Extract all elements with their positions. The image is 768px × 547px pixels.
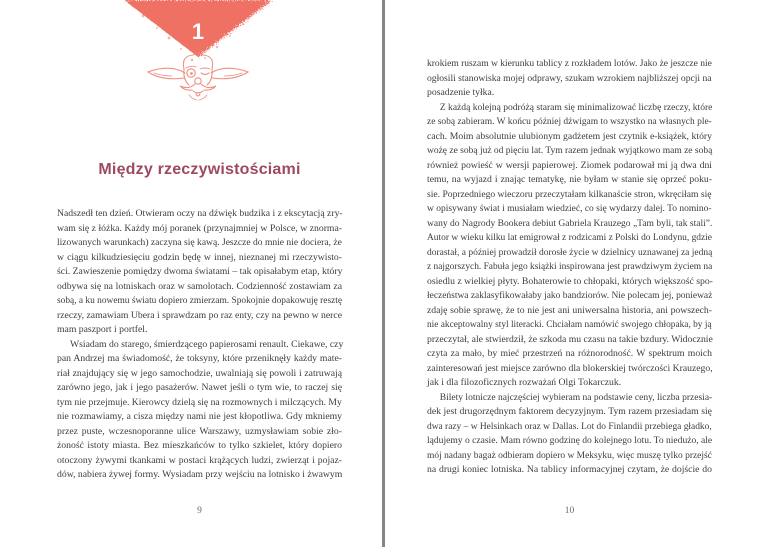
text-line: łeczeństwa zaklasyfikowałaby jako bandziorów. Nie polecam jej, ponieważ [427,290,713,301]
text-line: Z każdą kolejną podróżą staram się minimalizować liczbę rzeczy, które [439,101,713,113]
text-line: przeczytał, ale stwierdził, że szkoda mu czasu na takie bzdury. Widocznie [427,333,713,345]
text-line: na drugi koniec lotniska. Na tablicy informacyjnej czytam, że dojście do [427,464,712,475]
page-right [385,0,768,547]
text-line: przez puste, wczesnoporanne ulice Warszawy, uzmysławiam sobie zło- [57,425,342,437]
text-line: ogłosili stanowiska mojej odprawy, szukam wzrokiem najbliższej opcji na [427,72,712,84]
text-line: temu, na wyjazd i znając tematykę, nie byłam w stanie się oprzeć poku- [427,174,712,185]
text-line: również powieść w wersji papierowej. Ziomek podarował mi ją dwa dni [427,159,712,171]
text-line: Bilety lotnicze najczęściej wybieram na podstawie ceny, liczba przesia- [439,391,713,403]
text-line: lizowanych warunkach) zaczyna się kawą. Jeszcze do mnie nie dociera, że [57,237,342,248]
text-line: dek jest drugorzędnym faktorem decyzyjnym. Tym razem przesiadam się [427,406,712,417]
text-line: sobą, a ku nowemu światu dopiero zmierzam. Spokojnie dopakowuję resztę [57,295,343,306]
paragraph [427,101,712,391]
text-line: czyta za mało, by mieć przestrzeń na różnorodność. W spektrum moich [427,348,712,359]
text-line: tym nie przejmuje. Kierowcy dzielą się na rozmownych i milczących. My [57,396,342,408]
text-line: mam paszport i portfel. [57,324,148,335]
paragraph [427,57,712,101]
text-line: odbywa się na lotniskach oraz w samolotach. Codzienność zostawiam za [57,280,342,292]
text-line: w opisywany świat i musiałam wiedzieć, co się wydarzy dalej. To nomino- [427,203,712,214]
text-line: nie rozmawiamy, a cisza między nami nie jest kłopotliwa. Gdy mkniemy [57,411,342,422]
text-line: osiedlu z wielkiej płyty. Bohaterowie to chłopaki, których większość spo- [427,275,713,287]
paragraph [427,391,712,478]
chapter-number: 1 [191,19,205,44]
text-line: nie akceptowalny styl literacki. Chciałam namówić swojego chłopaka, by ją [427,319,712,330]
text-line: rzeczy, zamawiam Ubera i sprawdzam po raz enty, czy na pewno w nerce [57,309,342,321]
text-line: ści. Zawieszenie pomiędzy dwoma światami – tak opisałabym etap, który [57,266,343,277]
page-left [0,0,382,547]
text-line: z najgorszych. Fabuła jego książki inspirowana jest prawdziwym życiem na [427,261,713,272]
text-line: lądujemy o czasie. Mam równo godzinę do kolejnego lotu. To niedużo, ale [427,435,713,446]
page-number-right: 10 [564,506,575,516]
text-line: Autor w wieku kilku lat emigrował z rodzicami z Polski do Londynu, gdzie [427,232,712,243]
text-line: posadzenie tyłka. [427,87,495,98]
text-line: krokiem ruszam w kierunku tablicy z rozkładem lotów. Jako że jeszcze nie [427,58,712,69]
text-line: jak i dla filozoficznych rozważań Olgi Tokarczuk. [427,377,622,388]
text-line: pan Andrzej ma świadomość, że toksyny, które przeniknęły każdy mate- [57,353,342,364]
text-line: dwa razy – w Helsinkach oraz w Dallas. Lot do Finlandii przebiega gładko, [427,420,712,432]
text-line: sie. Poprzedniego wieczoru przeczytałam kilkanaście stron, wkręciłam się [427,188,712,200]
text-line: w ciągu kilkudziesięciu godzin będę w innej, nieznanej mi rzeczywisto- [57,251,342,263]
text-line: riał znajdujący się w jego samochodzie, uwalniają się powoli i zatruwają [57,367,342,379]
text-line: żoność istoty miasta. Bez mieszkańców to tylko szkielet, który dopiero [57,440,342,451]
text-line: wożę ze sobą już od pięciu lat. Tym razem jednak wyjątkowo mam ze sobą [427,145,713,156]
text-line: Nadszedł ten dzień. Otwieram oczy na dźwięk budzika i z ekscytacją zry- [57,208,343,219]
text-line: wany do Nagrody Bookera debiut Gabriela Krauzego „Tam byli, tak stali”. [427,217,713,229]
right-page-text [427,57,712,478]
text-line: mój nadany bagaż odbieram dopiero w Meksyku, więc muszę tylko przejść [427,449,712,461]
text-line: ze sobą zabieram. W końcu później dźwigam to wszystko na własnych ple- [427,116,712,127]
chapter-ornament-graphic [113,0,283,112]
chapter-title: Między rzeczywistościami [98,161,301,178]
text-line: wam się z łóżka. Każdy mój poranek (przynajmniej w Polsce, w znorma- [57,222,342,234]
winking-face-icon [148,54,248,101]
left-page-text [57,207,342,483]
text-line: otoczony żywymi tkankami w postaci krążących ludzi, zwierząt i pojaz- [57,454,342,466]
text-line: dorastał, a później prowadził dorosłe życie w dzielnicy uznawanej za jedną [427,246,713,258]
page-number-left: 9 [197,506,202,516]
chapter-ornament [113,0,283,112]
text-line: zarówno jego, jak i jego pasażerów. Nawet jeśli o tym wie, to raczej się [57,382,342,393]
text-line: dów, nabiera żywej formy. Wysiadam przy wejściu na lotnisko i żwawym [57,469,343,480]
paragraph [57,338,342,483]
text-line: zdaję sobie sprawę, że to nie jest ani uniwersalna historia, ani powszech- [427,304,712,316]
text-line: zainteresowań jest miejsce zarówno dla blokerskiej twórczości Krauzego, [427,362,713,374]
text-line: cach. Moim absolutnie ulubionym gadżetem jest czytnik e-książek, który [427,130,712,142]
text-line: Wsiadam do starego, śmierdzącego papierosami renault. Ciekawe, czy [70,338,344,350]
paragraph [57,207,342,338]
